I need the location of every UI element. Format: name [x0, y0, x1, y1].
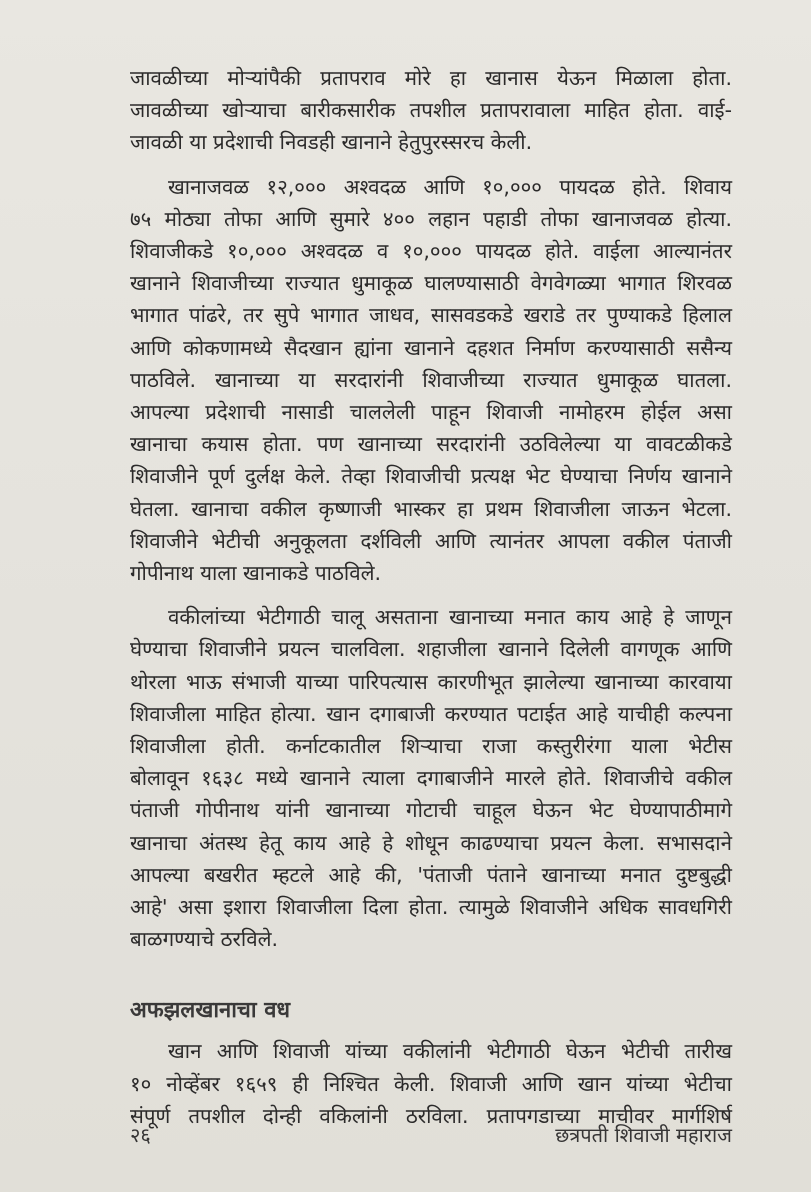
text-line: आपल्या बखरीत म्हटले आहे की, 'पंताजी पंताने खानाच्या मनात दुष्टबुद्धी — [130, 862, 732, 887]
text-line: गोपीनाथ याला खानाकडे पाठविले. — [130, 561, 382, 586]
text-line: शिवाजीने भेटीची अनुकूलता दर्शविली आणि त्यानंतर आपला वकील पंताजी — [130, 528, 732, 553]
text-line: जावळी या प्रदेशाची निवडही खानाने हेतुपुरस्सरच केली. — [130, 130, 533, 155]
text-line: खानाचा कयास होता. पण खानाच्या सरदारांनी उठविलेल्या या वावटळीकडे — [130, 432, 732, 457]
text-line: आपल्या प्रदेशाची नासाडी चाललेली पाहून शिवाजी नामोहरम होईल असा — [130, 400, 732, 425]
text-line: संपूर्ण तपशील दोन्ही वकिलांनी ठरविला. प्रतापगडाच्या माचीवर मार्गशिर्ष — [130, 1103, 732, 1128]
paragraph-3 — [130, 601, 732, 955]
text-line: आहे' असा इशारा शिवाजीला दिला होता. त्यामुळे शिवाजीने अधिक सावधगिरी — [130, 895, 732, 920]
text-line: पंताजी गोपीनाथ यांनी खानाच्या गोटाची चाहूल घेऊन भेट घेण्यापाठीमागे — [130, 798, 732, 823]
text-line: भागात पांढरे, तर सुपे भागात जाधव, सासवडकडे खराडे तर पुण्याकडे हिलाल — [130, 303, 732, 328]
book-title: छत्रपती शिवाजी महाराज — [555, 1123, 732, 1147]
section-heading: अफझलखानाचा वध — [130, 998, 291, 1024]
paragraph-1 — [130, 62, 732, 159]
text-line: जावळीच्या मोऱ्यांपैकी प्रतापराव मोरे हा खानास येऊन मिळाला होता. — [130, 66, 732, 90]
text-line: जावळीच्या खोऱ्याचा बारीकसारीक तपशील प्रतापरावाला माहित होता. वाई- — [130, 98, 732, 123]
text-line: ७५ मोठ्या तोफा आणि सुमारे ४०० लहान पहाडी तोफा खानाजवळ होत्या. — [130, 206, 732, 231]
text-line: आणि कोकणामध्ये सैदखान ह्यांना खानाने दहशत निर्माण करण्यासाठी ससैन्य — [130, 335, 732, 360]
text-line: शिवाजीला होती. कर्नाटकातील शिऱ्याचा राजा कस्तुरीरंगा याला भेटीस — [130, 734, 732, 759]
page-content — [130, 62, 732, 1144]
text-line: बोलावून १६३८ मध्ये खानाने त्याला दगाबाजीने मारले होते. शिवाजीचे वकील — [130, 766, 732, 791]
text-line: पाठविले. खानाच्या या सरदारांनी शिवाजीच्या राज्यात धुमाकूळ घातला. — [130, 367, 732, 392]
text-line: शिवाजीला माहित होत्या. खान दगाबाजी करण्यात पटाईत आहे याचीही कल्पना — [130, 701, 732, 726]
text-line: खानाने शिवाजीच्या राज्यात धुमाकूळ घालण्यासाठी वेगवेगळ्या भागात शिरवळ — [130, 271, 732, 296]
text-line: खान आणि शिवाजी यांच्या वकीलांनी भेटीगाठी घेऊन भेटीची तारीख — [168, 1039, 732, 1064]
paragraph-2 — [130, 171, 732, 590]
text-line: थोरला भाऊ संभाजी याच्या पारिपत्यास कारणीभूत झालेल्या खानाच्या कारवाया — [130, 669, 732, 694]
text-line: शिवाजीकडे १०,००० अश्वदळ व १०,००० पायदळ होते. वाईला आल्यानंतर — [130, 239, 732, 264]
text-line: खानाचा अंतस्थ हेतू काय आहे हे शोधून काढण्याचा प्रयत्न केला. सभासदाने — [130, 830, 732, 855]
text-line: वकीलांच्या भेटीगाठी चालू असताना खानाच्या मनात काय आहे हे जाणून — [168, 605, 732, 630]
text-line: १० नोव्हेंबर १६५९ ही निश्चित केली. शिवाजी आणि खान यांच्या भेटीचा — [130, 1071, 732, 1096]
text-line: शिवाजीने पूर्ण दुर्लक्ष केले. तेव्हा शिवाजीची प्रत्यक्ष भेट घेण्याचा निर्णय खानाने — [130, 464, 732, 489]
page-number: २६ — [130, 1123, 151, 1147]
page-footer — [130, 1120, 732, 1150]
text-line: खानाजवळ १२,००० अश्वदळ आणि १०,००० पायदळ होते. शिवाय — [168, 174, 732, 199]
paragraph-4 — [130, 1035, 732, 1132]
text-line: बाळगण्याचे ठरविले. — [130, 927, 279, 952]
text-line: घेण्याचा शिवाजीने प्रयत्न चालविला. शहाजीला खानाने दिलेली वागणूक आणि — [130, 637, 732, 662]
text-line: घेतला. खानाचा वकील कृष्णाजी भास्कर हा प्रथम शिवाजीला जाऊन भेटला. — [130, 496, 732, 521]
